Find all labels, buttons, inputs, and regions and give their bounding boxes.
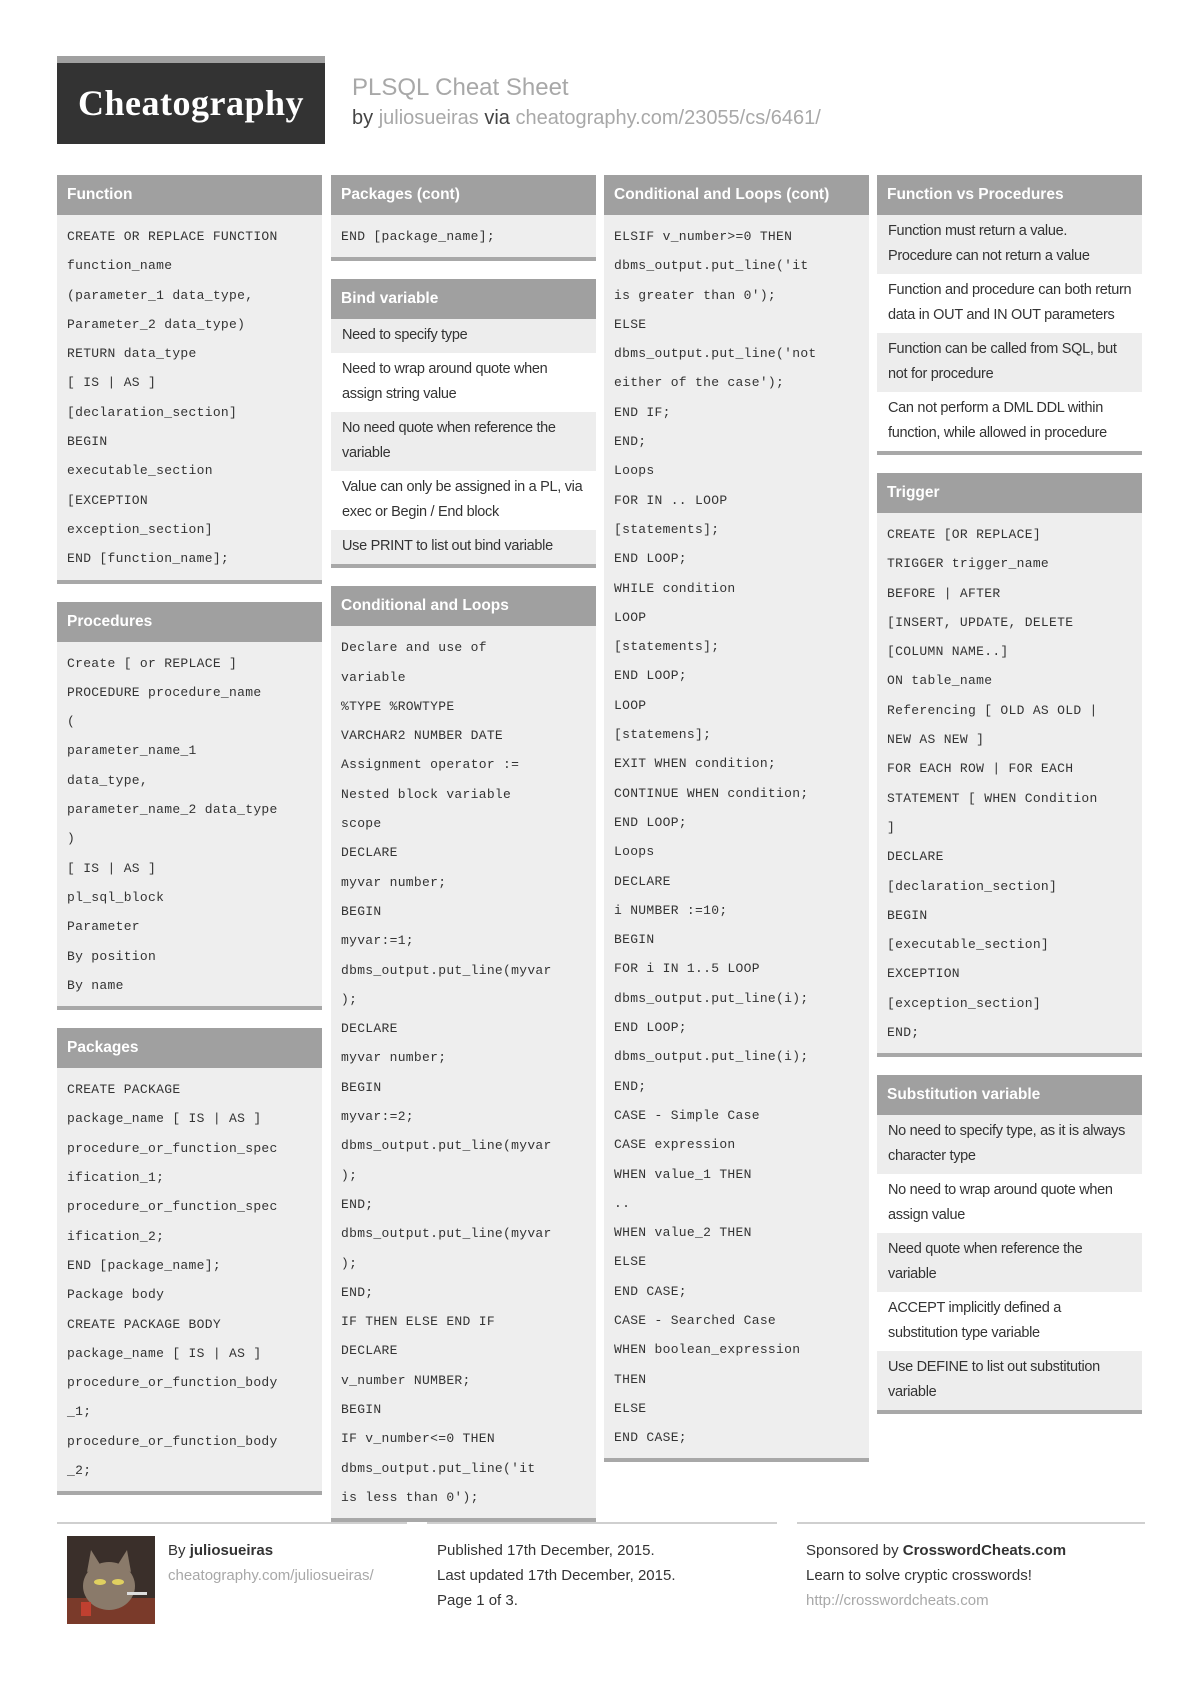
code-line: _1; [67,1404,92,1420]
code-line: Package body [67,1287,165,1303]
code-line: dbms_output.put_line(i); [614,990,809,1006]
section-title: Bind variable [331,279,596,319]
sponsor-url[interactable]: http://crosswordcheats.com [806,1592,989,1609]
code-line: DECLARE [341,845,398,861]
info-row: Function can be called from SQL, but not for procedure [877,333,1142,392]
code-line: END IF; [614,404,671,420]
sponsor-tagline: Learn to solve cryptic crosswords! [806,1567,1032,1584]
code-line: LOOP [614,697,647,713]
footer-divider [427,1522,777,1524]
code-line: END LOOP; [614,814,687,830]
code-line: CREATE OR REPLACE FUNCTION [67,229,278,244]
code-line: CREATE [OR REPLACE] [887,527,1041,542]
code-line: ( [67,714,76,730]
page-number: Page 1 of 3. [437,1592,518,1609]
code-line: parameter_name_1 [67,743,197,759]
code-line: dbms_output.put_line(myvar [341,1226,552,1242]
code-line: [exception_section] [887,995,1041,1011]
code-line: END [package_name]; [67,1257,221,1273]
info-row: No need quote when reference the variable [331,412,596,471]
code-line: Loops [614,844,655,860]
code-line: executable_section [67,463,213,479]
code-line: BEGIN [887,907,928,923]
code-line: DECLARE [341,1343,398,1359]
code-line: Create [ or REPLACE ] [67,655,238,671]
info-row: Function must return a value. Procedure can not return a value [877,215,1142,274]
code-line: END; [341,1284,374,1300]
footer-divider [57,1522,407,1524]
section-title: Conditional and Loops [331,586,596,626]
info-row: Function and procedure can both return data in OUT and IN OUT parameters [877,274,1142,333]
section-title: Function vs Procedures [877,175,1142,215]
code-line: [EXCEPTION [67,492,149,508]
info-row: No need to specify type, as it is always character type [877,1115,1142,1174]
published-date: Published 17th December, 2015. [437,1542,655,1559]
code-line: WHEN value_1 THEN [614,1166,752,1182]
code-line: ); [341,1255,358,1271]
code-line: exception_section] [67,521,213,537]
code-line: BEGIN [341,903,382,919]
byline [352,107,821,130]
code-line: [declaration_section] [67,404,238,420]
column-1 [57,175,322,1513]
code-line: .. [614,1195,631,1211]
code-line: ] [887,819,896,835]
code-line: TRIGGER trigger_name [887,556,1050,572]
code-line: END [function_name]; [67,551,230,567]
code-line: myvar number; [341,874,447,890]
code-block [57,642,322,1007]
info-row: Need to specify type [331,319,596,353]
code-line: BEGIN [341,1402,382,1418]
code-line: package_name [ IS | AS ] [67,1345,262,1361]
code-line: dbms_output.put_line('it [614,258,809,274]
code-block [57,1068,322,1491]
info-row: Need quote when reference the variable [877,1233,1142,1292]
code-line: END CASE; [614,1430,687,1446]
section-box [331,175,596,261]
code-block [877,513,1142,1053]
code-line: END CASE; [614,1283,687,1299]
code-line: CREATE PACKAGE BODY [67,1316,221,1332]
cat-avatar-icon [67,1536,155,1624]
code-line: data_type, [67,772,149,788]
code-line: Declare and use of [341,640,487,656]
code-line: function_name [67,258,173,274]
code-line: ) [67,831,76,847]
code-block [331,626,596,1518]
code-line: v_number NUMBER; [341,1372,471,1388]
code-line: myvar:=1; [341,933,414,949]
code-line: Parameter [67,919,140,935]
section-title: Conditional and Loops (cont) [604,175,869,215]
footer-author [168,1542,273,1559]
code-line: _2; [67,1462,92,1478]
section-box [604,175,869,1462]
section-title: Function [57,175,322,215]
code-block [331,215,596,257]
code-line: [ IS | AS ] [67,860,157,876]
code-line: [executable_section] [887,937,1050,953]
code-line: [ IS | AS ] [67,375,157,391]
code-line: ification_1; [67,1170,165,1186]
section-box [57,1028,322,1495]
code-line: NEW AS NEW ] [887,732,985,748]
code-line: STATEMENT [ WHEN Condition [887,790,1098,806]
code-line: IF v_number<=0 THEN [341,1431,495,1447]
code-line: DECLARE [887,849,944,865]
code-line: procedure_or_function_body [67,1433,278,1449]
code-line: ELSE [614,316,647,332]
sponsor-prefix: Sponsored by [806,1542,899,1559]
info-row: Can not perform a DML DDL within function, while allowed in procedure [877,392,1142,451]
code-line: BEGIN [614,932,655,948]
author-avatar[interactable] [67,1536,155,1624]
code-line: CASE - Searched Case [614,1312,777,1328]
code-line: pl_sql_block [67,889,165,905]
section-box [331,586,596,1522]
code-line: [statements]; [614,639,720,655]
code-line: WHILE condition [614,580,736,596]
code-line: VARCHAR2 NUMBER DATE [341,728,504,744]
code-line: variable [341,669,406,685]
code-line: [COLUMN NAME..] [887,644,1009,660]
page-title: PLSQL Cheat Sheet [352,74,569,101]
code-line: [declaration_section] [887,878,1058,894]
section-box [877,175,1142,455]
code-line: dbms_output.put_line(myvar [341,1138,552,1154]
code-line: CONTINUE WHEN condition; [614,785,809,801]
code-block [604,215,869,1458]
code-line: Parameter_2 data_type) [67,316,246,332]
code-line: ELSE [614,1400,647,1416]
code-line: ON table_name [887,673,993,689]
code-line: Assignment operator := [341,757,520,773]
info-row: Use PRINT to list out bind variable [331,530,596,564]
code-line: END LOOP; [614,1020,687,1036]
code-line: FOR EACH ROW | FOR EACH [887,761,1074,777]
code-line: WHEN value_2 THEN [614,1225,752,1241]
code-line: [statements]; [614,521,720,537]
section-box [877,473,1142,1057]
code-line: procedure_or_function_spec [67,1140,278,1156]
sponsor-name[interactable]: CrosswordCheats.com [902,1542,1067,1559]
code-line: [INSERT, UPDATE, DELETE [887,614,1074,630]
section-box [877,1075,1142,1414]
code-line: END; [887,1025,920,1041]
code-line: Nested block variable [341,786,512,802]
section-box [57,175,322,584]
info-row: Use DEFINE to list out substitution variable [877,1351,1142,1410]
code-line: [statemens]; [614,727,712,743]
code-line: Referencing [ OLD AS OLD | [887,702,1098,718]
section-title: Packages (cont) [331,175,596,215]
code-line: THEN [614,1371,647,1387]
code-line: is greater than 0'); [614,287,777,303]
info-row: Value can only be assigned in a PL, via exec or Begin / End block [331,471,596,530]
code-line: END; [614,1078,647,1094]
code-line: FOR IN .. LOOP [614,492,728,508]
code-line: CREATE PACKAGE [67,1082,181,1098]
info-row: Need to wrap around quote when assign string value [331,353,596,412]
code-line: By name [67,977,124,993]
code-line: BEGIN [341,1079,382,1095]
code-line: is less than 0'); [341,1489,479,1505]
code-line: Loops [614,463,655,479]
code-line: EXCEPTION [887,966,960,982]
cheatography-logo[interactable]: Cheatography [57,56,325,144]
column-4 [877,175,1142,1432]
code-line: dbms_output.put_line(myvar [341,962,552,978]
by-prefix: by [352,107,374,129]
section-box [331,279,596,568]
code-line: either of the case'); [614,375,785,391]
footer-author-url[interactable]: cheatography.com/juliosueiras/ [168,1567,374,1584]
code-line: CASE - Simple Case [614,1107,760,1123]
footer-divider [797,1522,1145,1524]
code-line: END; [341,1196,374,1212]
section-title: Substitution variable [877,1075,1142,1115]
code-line: BEGIN [67,434,108,450]
code-line: %TYPE %ROWTYPE [341,698,455,714]
code-line: DECLARE [341,1021,398,1037]
code-line: END LOOP; [614,551,687,567]
code-line: PROCEDURE procedure_name [67,684,262,700]
code-block [57,215,322,580]
section-title: Trigger [877,473,1142,513]
code-line: ELSE [614,1254,647,1270]
footer-author-name[interactable]: juliosueiras [189,1542,274,1559]
code-line: ELSIF v_number>=0 THEN [614,229,793,244]
code-line: dbms_output.put_line(i); [614,1049,809,1065]
code-line: By position [67,948,157,964]
section-title: Packages [57,1028,322,1068]
info-row: No need to wrap around quote when assign value [877,1174,1142,1233]
code-line: LOOP [614,609,647,625]
column-2 [331,175,596,1540]
code-line: END; [614,434,647,450]
section-title: Procedures [57,602,322,642]
via-label: via [484,107,510,129]
section-box [57,602,322,1011]
code-line: FOR i IN 1..5 LOOP [614,961,760,977]
code-line: DECLARE [614,873,671,889]
sheet-url-link[interactable]: cheatography.com/23055/cs/6461/ [515,107,821,129]
footer-by-label: By [168,1542,186,1559]
author-link[interactable]: juliosueiras [378,107,479,129]
code-line: parameter_name_2 data_type [67,802,278,818]
sponsor-line [806,1542,1066,1559]
code-line: myvar:=2; [341,1109,414,1125]
code-line: myvar number; [341,1050,447,1066]
code-line: END [package_name]; [341,229,495,244]
code-line: dbms_output.put_line('it [341,1460,536,1476]
code-line: ); [341,1167,358,1183]
code-line: RETURN data_type [67,346,197,362]
code-line: ); [341,991,358,1007]
code-line: ification_2; [67,1228,165,1244]
code-line: procedure_or_function_spec [67,1199,278,1215]
code-line: i NUMBER :=10; [614,902,728,918]
code-line: procedure_or_function_body [67,1375,278,1391]
info-row: ACCEPT implicitly defined a substitution type variable [877,1292,1142,1351]
code-line: dbms_output.put_line('not [614,346,817,362]
updated-date: Last updated 17th December, 2015. [437,1567,676,1584]
column-3 [604,175,869,1480]
code-line: EXIT WHEN condition; [614,756,777,772]
code-line: END LOOP; [614,668,687,684]
code-line: BEFORE | AFTER [887,585,1001,601]
code-line: CASE expression [614,1137,736,1153]
code-line: scope [341,816,382,832]
code-line: WHEN boolean_expression [614,1342,801,1358]
code-line: package_name [ IS | AS ] [67,1111,262,1127]
code-line: IF THEN ELSE END IF [341,1314,495,1330]
code-line: (parameter_1 data_type, [67,287,254,303]
